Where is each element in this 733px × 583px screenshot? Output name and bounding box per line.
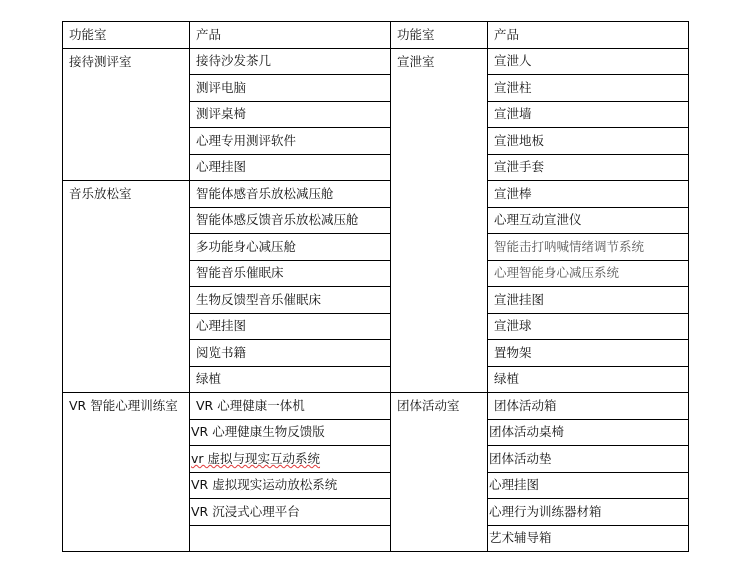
header-cell <box>391 22 488 49</box>
product-name: 心理挂图 <box>196 159 247 175</box>
product-cell <box>190 101 391 128</box>
function-room-product-table <box>62 21 689 552</box>
header-text: 功能室 <box>69 26 107 42</box>
header-cell <box>488 22 689 49</box>
product-name: 绿植 <box>196 371 222 387</box>
product-name: 心理挂图 <box>196 318 247 334</box>
header-text: 产品 <box>196 26 222 42</box>
product-name: VR 心理健康生物反馈版 <box>191 424 325 440</box>
product-cell <box>190 525 391 552</box>
product-name: VR 沉浸式心理平台 <box>191 503 300 519</box>
room-name: 团体活动室 <box>397 398 460 413</box>
room-name: 音乐放松室 <box>69 186 132 201</box>
product-cell <box>488 287 689 314</box>
product-name: 接待沙发茶几 <box>196 53 272 69</box>
product-cell <box>190 75 391 102</box>
product-cell <box>190 181 391 208</box>
product-name: 心理挂图 <box>489 477 540 493</box>
product-cell <box>488 446 689 473</box>
product-cell <box>190 472 391 499</box>
product-name: 宣泄球 <box>494 318 532 334</box>
table-header-row <box>63 22 689 49</box>
product-cell <box>190 419 391 446</box>
product-cell <box>488 366 689 393</box>
product-cell <box>190 128 391 155</box>
product-cell <box>488 313 689 340</box>
room-cell <box>63 48 190 181</box>
room-name: 宣泄室 <box>397 53 435 69</box>
product-name: 团体活动箱 <box>494 397 557 413</box>
product-cell <box>488 472 689 499</box>
product-cell <box>190 48 391 75</box>
product-name: vr 虚拟与现实互动系统 <box>191 450 321 466</box>
product-name: 测评桌椅 <box>196 106 247 122</box>
product-name: 心理互动宣泄仪 <box>494 212 582 228</box>
product-cell <box>190 446 391 473</box>
product-cell <box>488 207 689 234</box>
product-name: 宣泄棒 <box>494 185 532 201</box>
product-cell <box>488 260 689 287</box>
product-name: VR 虚拟现实运动放松系统 <box>191 477 338 493</box>
product-name: 心理行为训练器材箱 <box>489 503 602 519</box>
product-name: 宣泄地板 <box>494 132 545 148</box>
table-row <box>63 393 689 420</box>
product-name: 多功能身心减压舱 <box>196 238 297 254</box>
room-cell <box>63 181 190 393</box>
product-cell <box>488 525 689 552</box>
product-name: 宣泄柱 <box>494 79 532 95</box>
product-cell <box>190 260 391 287</box>
product-cell <box>488 75 689 102</box>
product-cell <box>488 499 689 526</box>
room-name: VR 智能心理训练室 <box>69 398 178 413</box>
product-cell <box>488 101 689 128</box>
product-name: 心理专用测评软件 <box>196 132 297 148</box>
product-name: 智能击打呐喊情绪调节系统 <box>494 238 645 254</box>
product-cell <box>488 234 689 261</box>
room-cell <box>391 48 488 393</box>
product-name: 阅览书籍 <box>196 344 247 360</box>
product-name: 智能体感音乐放松减压舱 <box>196 185 334 201</box>
product-name: 心理智能身心减压系统 <box>494 265 620 281</box>
product-name: 测评电脑 <box>196 79 247 95</box>
header-text: 功能室 <box>397 26 435 42</box>
room-name: 接待测评室 <box>69 53 132 69</box>
product-cell <box>488 48 689 75</box>
product-name: 置物架 <box>494 344 532 360</box>
product-cell <box>190 207 391 234</box>
product-cell <box>488 128 689 155</box>
product-cell <box>190 154 391 181</box>
product-cell <box>190 234 391 261</box>
product-cell <box>488 181 689 208</box>
product-name: 绿植 <box>494 371 520 387</box>
product-cell <box>488 340 689 367</box>
product-name: 宣泄手套 <box>494 159 545 175</box>
product-name: 智能体感反馈音乐放松减压舱 <box>196 212 359 228</box>
product-cell <box>488 419 689 446</box>
product-cell <box>488 154 689 181</box>
product-name: 团体活动垫 <box>489 450 552 466</box>
product-name: 艺术辅导箱 <box>489 530 552 546</box>
product-name: 宣泄墙 <box>494 106 532 122</box>
product-cell <box>190 499 391 526</box>
header-cell <box>190 22 391 49</box>
product-name: VR 心理健康一体机 <box>196 397 305 413</box>
product-cell <box>190 313 391 340</box>
header-cell <box>63 22 190 49</box>
product-name: 宣泄人 <box>494 53 532 69</box>
room-cell <box>391 393 488 552</box>
header-text: 产品 <box>494 26 520 42</box>
product-cell <box>190 287 391 314</box>
product-name: 团体活动桌椅 <box>489 424 565 440</box>
table-row <box>63 181 689 208</box>
product-cell <box>190 393 391 420</box>
product-cell <box>488 393 689 420</box>
table-row <box>63 48 689 75</box>
product-name: 宣泄挂图 <box>494 291 545 307</box>
product-name: 智能音乐催眠床 <box>196 265 284 281</box>
product-cell <box>190 340 391 367</box>
product-name: 生物反馈型音乐催眠床 <box>196 291 322 307</box>
room-cell <box>63 393 190 552</box>
product-cell <box>190 366 391 393</box>
